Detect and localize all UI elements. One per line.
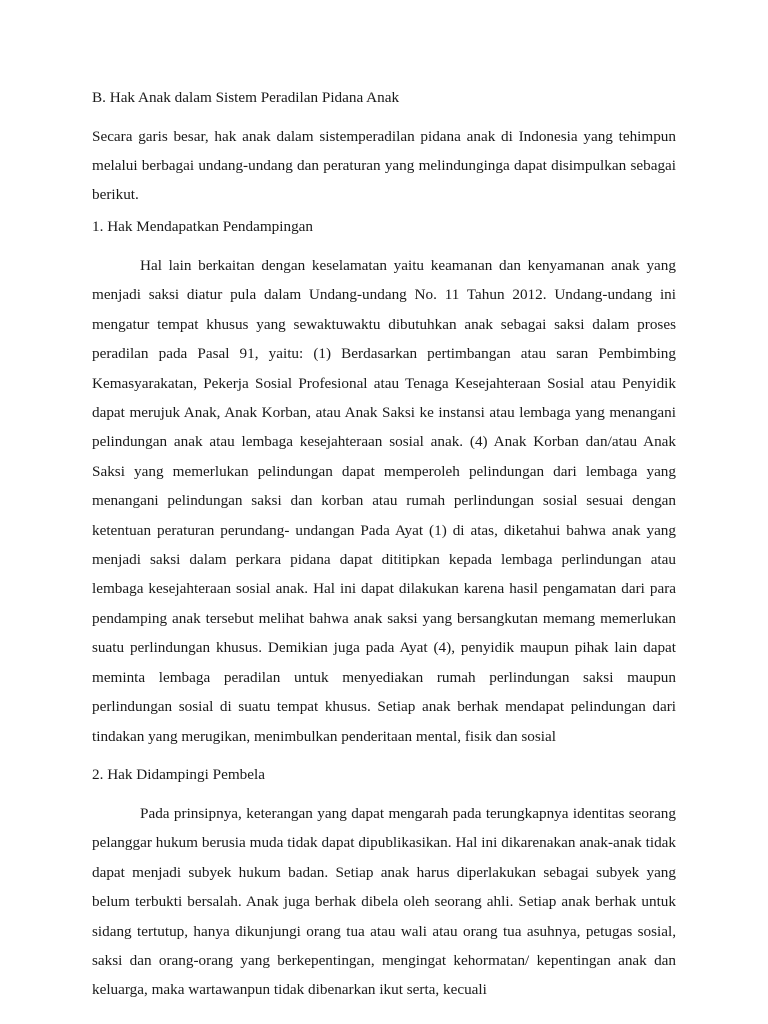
- subsection-body-1: Hal lain berkaitan dengan keselamatan yaitu keamanan dan kenyamanan anak yang menjadi saksi diatur pula dalam Undang-undang No. 11 Tahun 2012. Undang-undang ini mengatur tempat khusus yang sewaktuwaktu dibutuhkan anak sebagai saksi dalam proses peradilan pada Pasal 91, yaitu: (1) Berdasarkan pertimbangan atau saran Pembimbing Kemasyarakatan, Pekerja Sosial Profesional atau Tenaga Kesejahteraan Sosial atau Penyidik dapat merujuk Anak, Anak Korban, atau Anak Saksi ke instansi atau lembaga yang menangani pelindungan anak atau lembaga kesejahteraan sosial anak. (4) Anak Korban dan/atau Anak Saksi yang memerlukan pelindungan dapat memperoleh pelindungan dari lembaga yang menangani pelindungan saksi dan korban atau rumah perlindungan sosial sesuai dengan ketentuan peraturan perundang- undangan Pada Ayat (1) di atas, diketahui bahwa anak yang menjadi saksi dalam perkara pidana dapat dititipkan kepada lembaga perlindungan atau lembaga kesejahteraan sosial anak. Hal ini dapat dilakukan karena hasil pengamatan dari para pendamping anak tersebut melihat bahwa anak saksi yang bersangkutan memang memerlukan suatu perlindungan khusus. Demikian juga pada Ayat (4), penyidik maupun pihak lain dapat meminta lembaga peradilan untuk menyediakan rumah perlindungan saksi maupun perlindungan sosial di suatu tempat khusus. Setiap anak berhak mendapat pelindungan dari tindakan yang merugikan, menimbulkan penderitaan mental, fisik dan sosial: [92, 257, 676, 745]
- section-title: B. Hak Anak dalam Sistem Peradilan Pidana Anak: [92, 89, 400, 106]
- subsection-heading-2: 2. Hak Didampingi Pembela: [92, 765, 265, 783]
- subsection-body-2: Pada prinsipnya, keterangan yang dapat mengarah pada terungkapnya identitas seorang pelanggar hukum berusia muda tidak dapat dipublikasikan. Hal ini dikarenakan anak-anak tidak dapat menjadi subyek hukum badan. Setiap anak harus diperlakukan sebagai subyek yang belum terbukti bersalah. Anak juga berhak dibela oleh seorang ahli. Setiap anak berhak untuk sidang tertutup, hanya dikunjungi orang tua atau wali atau orang tua asuhnya, petugas sosial, saksi dan orang-orang yang berkepentingan, mengingat kehormatan/ kepentingan anak dan keluarga, maka wartawanpun tidak dibenarkan ikut serta, kecuali: [92, 804, 676, 999]
- intro-paragraph: Secara garis besar, hak anak dalam sistemperadilan pidana anak di Indonesia yang tehimpun melalui berbagai undang-undang dan peraturan yang melindunginga dapat disimpulkan sebagai berikut.: [92, 128, 676, 203]
- subsection-heading-1: 1. Hak Mendapatkan Pendampingan: [92, 218, 314, 235]
- document-content: [92, 86, 676, 1017]
